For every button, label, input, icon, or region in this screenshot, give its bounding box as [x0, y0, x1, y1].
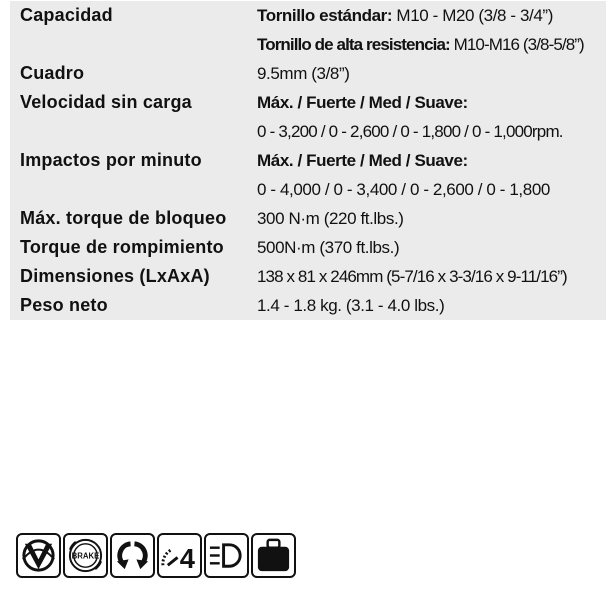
spec-label: Torque de rompimiento [20, 237, 224, 257]
led-light-icon [204, 533, 249, 578]
spec-label [10, 175, 257, 204]
spec-label: Capacidad [20, 5, 113, 25]
spec-label: Cuadro [20, 63, 85, 83]
variable-speed-icon [16, 533, 61, 578]
spec-label: Máx. torque de bloqueo [20, 208, 227, 228]
spec-row [10, 233, 606, 262]
spec-value: Tornillo de alta resistencia: M10-M16 (3/8-5/8”) [257, 35, 584, 54]
spec-row [10, 59, 606, 88]
spec-value: 0 - 3,200 / 0 - 2,600 / 0 - 1,800 / 0 - 1,000rpm. [257, 122, 563, 141]
spec-row [10, 291, 606, 320]
spec-row [10, 204, 606, 233]
spec-value: 300 N·m (220 ft.lbs.) [257, 209, 404, 228]
spec-label: Velocidad sin carga [20, 92, 192, 112]
spec-value: 9.5mm (3/8”) [257, 64, 350, 83]
spec-value: 138 x 81 x 246mm (5-7/16 x 3-3/16 x 9-11/16”) [257, 267, 567, 286]
four-speed-icon [157, 533, 202, 578]
spec-row [10, 30, 606, 59]
carrying-case-icon [251, 533, 296, 578]
spec-value: Máx. / Fuerte / Med / Suave: [257, 93, 468, 112]
spec-row [10, 175, 606, 204]
feature-icons [16, 533, 296, 578]
spec-label: Impactos por minuto [20, 150, 202, 170]
svg-text:BRAKE: BRAKE [71, 551, 100, 561]
spec-row [10, 117, 606, 146]
spec-row [10, 146, 606, 175]
brake-icon [63, 533, 108, 578]
spec-value: 500N·m (370 ft.lbs.) [257, 238, 400, 257]
spec-row [10, 262, 606, 291]
spec-label: Peso neto [20, 295, 108, 315]
svg-text:4: 4 [179, 543, 195, 575]
spec-value: Máx. / Fuerte / Med / Suave: [257, 151, 468, 170]
spec-table [10, 1, 606, 320]
spec-value: 0 - 4,000 / 0 - 3,400 / 0 - 2,600 / 0 - 1,800 [257, 180, 550, 199]
spec-label: Dimensiones (LxAxA) [20, 266, 210, 286]
spec-value: Tornillo estándar: M10 - M20 (3/8 - 3/4”) [257, 6, 553, 25]
spec-label [10, 117, 257, 146]
spec-value: 1.4 - 1.8 kg. (3.1 - 4.0 lbs.) [257, 296, 445, 315]
spec-row [10, 1, 606, 30]
reversible-icon [110, 533, 155, 578]
spec-label [10, 30, 257, 59]
spec-row [10, 88, 606, 117]
